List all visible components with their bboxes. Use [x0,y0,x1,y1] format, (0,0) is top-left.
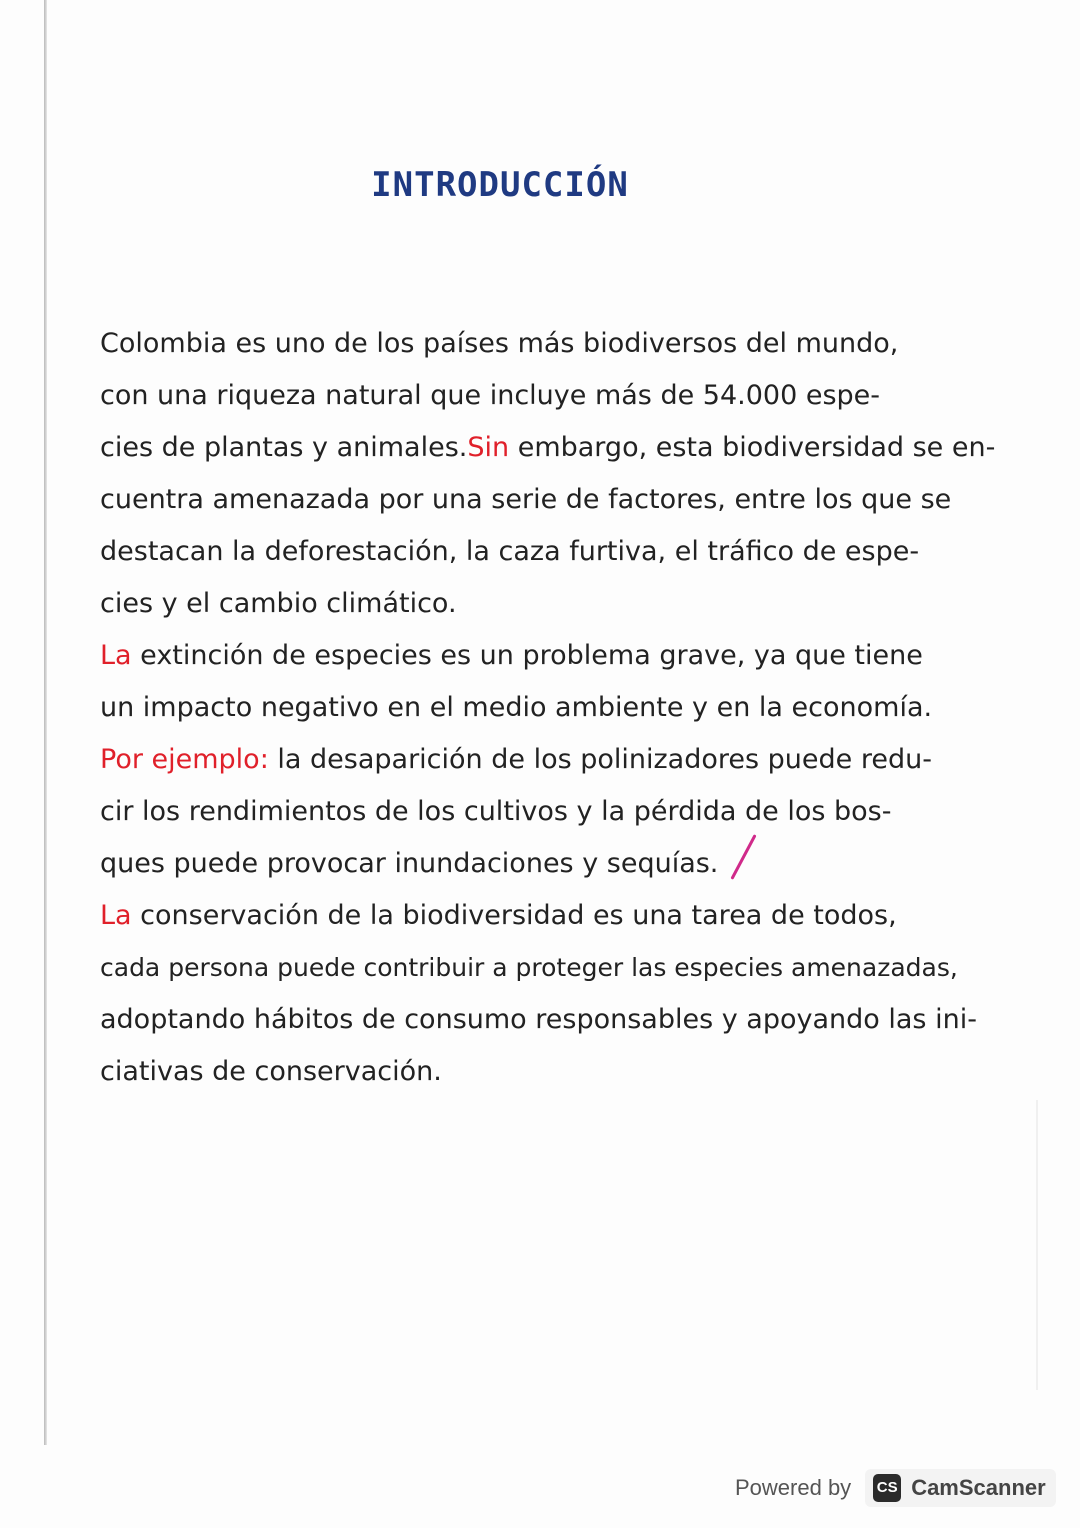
camscanner-logo-icon: CS [873,1474,901,1502]
text-line: cir los rendimientos de los cultivos y la pérdida de los bos- [100,796,892,827]
text-line: cies y el cambio climático. [100,588,457,619]
text-line: Colombia es uno de los países más biodiversos del mundo, [100,328,899,359]
text-line: adoptando hábitos de consumo responsables y apoyando las ini- [100,1004,977,1035]
text-line: cuentra amenazada por una serie de factores, entre los que se [100,484,952,515]
text-line: ques puede provocar inundaciones y sequías. [100,848,719,879]
text-line: con una riqueza natural que incluye más de 54.000 espe- [100,380,881,411]
camscanner-brand-name: CamScanner [911,1475,1046,1500]
highlight-red-text: La [100,640,132,671]
page-edge-shadow [44,0,47,1445]
powered-by-label: Powered by [735,1475,852,1500]
highlight-red-text: Por ejemplo: [100,744,269,775]
handwritten-body [100,318,996,1098]
text-line: un impacto negativo en el medio ambiente y en la economía. [100,692,933,723]
camscanner-watermark [735,1465,1065,1511]
text-line: destacan la deforestación, la caza furtiva, el tráfico de espe- [100,536,920,567]
page-edge-shadow-right [1036,1100,1038,1390]
highlight-red-text: La [100,900,132,931]
text-line: La extinción de especies es un problema grave, ya que tiene [100,640,923,671]
page-title: INTRODUCCIÓN [371,165,629,205]
text-line: cies de plantas y animales.Sin embargo, esta biodiversidad se en- [100,432,996,463]
text-line: Por ejemplo: la desaparición de los polinizadores puede redu- [100,744,932,775]
text-line: cada persona puede contribuir a proteger las especies amenazadas, [100,953,958,982]
text-line: La conservación de la biodiversidad es una tarea de todos, [100,900,897,931]
text-line: ciativas de conservación. [100,1056,442,1087]
highlight-red-text: Sin [467,432,510,463]
camscanner-badge [865,1469,1056,1507]
